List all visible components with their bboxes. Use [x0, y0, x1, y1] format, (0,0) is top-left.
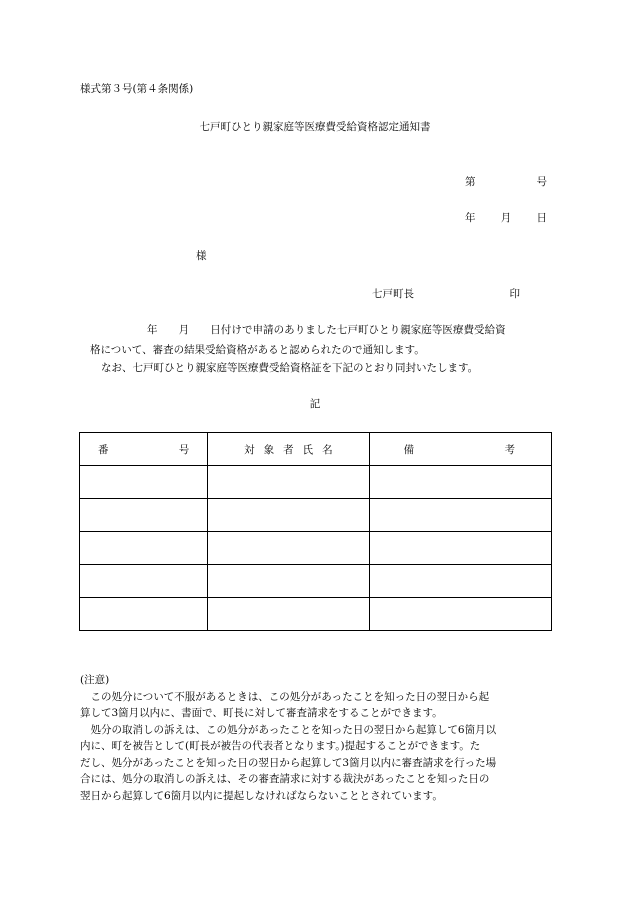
issue-number-suffix: 号 [536, 176, 547, 188]
notes-line: だし、処分があったことを知った日の翌日から起算して3箇月以内に審査請求を行った場 [80, 756, 497, 769]
addressee-suffix: 様 [196, 250, 207, 262]
seal-mark: 印 [509, 288, 520, 300]
header-number-part-a: 番 [98, 443, 109, 456]
cell-name[interactable] [208, 499, 369, 532]
table-row [80, 532, 552, 565]
notes-line: 内に、町を被告として(町長が被告の代表者となります。)提起することができます。た [80, 740, 481, 752]
cell-name[interactable] [208, 466, 369, 499]
notes-line: この処分について不服があるときは、この処分があったことを知った日の翌日から起 [80, 690, 490, 703]
cell-name[interactable] [208, 532, 369, 565]
document-title: 七戸町ひとり親家庭等医療費受給資格認定通知書 [199, 121, 431, 133]
header-remarks [369, 433, 551, 466]
body-line-1: 年 月 日付けで申請のありました七戸町ひとり親家庭等医療費受給資 [147, 324, 506, 336]
header-number [80, 433, 208, 466]
cell-number[interactable] [80, 499, 208, 532]
table-row [80, 565, 552, 598]
notes-line: 算して3箇月以内に、書面で、町長に対して審査請求をすることができます。 [80, 707, 443, 719]
cell-name[interactable] [208, 565, 369, 598]
cell-remarks[interactable] [369, 499, 551, 532]
issue-date-day: 日 [536, 212, 547, 224]
cell-remarks[interactable] [369, 565, 551, 598]
notes-line: 処分の取消しの訴えは、この処分があったことを知った日の翌日から起算して6箇月以 [80, 723, 497, 736]
record-table [79, 432, 552, 631]
issue-number-prefix: 第 [465, 176, 476, 188]
header-remarks-part-b: 考 [504, 443, 515, 456]
form-number: 様式第３号(第４条関係) [80, 83, 194, 95]
notes-heading: (注意) [80, 674, 110, 686]
issue-date-month: 月 [500, 212, 512, 224]
table-header-row [80, 433, 552, 466]
cell-number[interactable] [80, 466, 208, 499]
issue-date-year: 年 [465, 212, 476, 224]
issue-date [465, 213, 547, 224]
issue-number [465, 177, 547, 188]
body-line-2: 格について、審査の結果受給資格があると認められたので通知します。 [90, 344, 425, 356]
cell-remarks[interactable] [369, 598, 551, 631]
table-row [80, 598, 552, 631]
cell-number[interactable] [80, 598, 208, 631]
table-row [80, 499, 552, 532]
header-name-label: 対象者氏名 [244, 443, 342, 456]
header-remarks-part-a: 備 [403, 443, 415, 456]
header-number-part-b: 号 [178, 443, 190, 456]
cell-name[interactable] [208, 598, 369, 631]
cell-number[interactable] [80, 532, 208, 565]
header-name [208, 433, 369, 466]
notes-section [80, 672, 555, 804]
notes-line: 翌日から起算して6箇月以内に提起しなければならないこととされています。 [80, 789, 443, 802]
body-line-3: なお、七戸町ひとり親家庭等医療費受給資格証を下記のとおり同封いたします。 [101, 362, 479, 374]
cell-remarks[interactable] [369, 532, 551, 565]
ki-heading: 記 [309, 398, 321, 410]
table-row [80, 466, 552, 499]
sender-block [372, 289, 520, 300]
cell-number[interactable] [80, 565, 208, 598]
cell-remarks[interactable] [369, 466, 551, 499]
sender-name: 七戸町長 [372, 288, 414, 300]
notes-line: 合には、処分の取消しの訴えは、その審査請求に対する裁決があったことを知った日の [80, 773, 490, 785]
